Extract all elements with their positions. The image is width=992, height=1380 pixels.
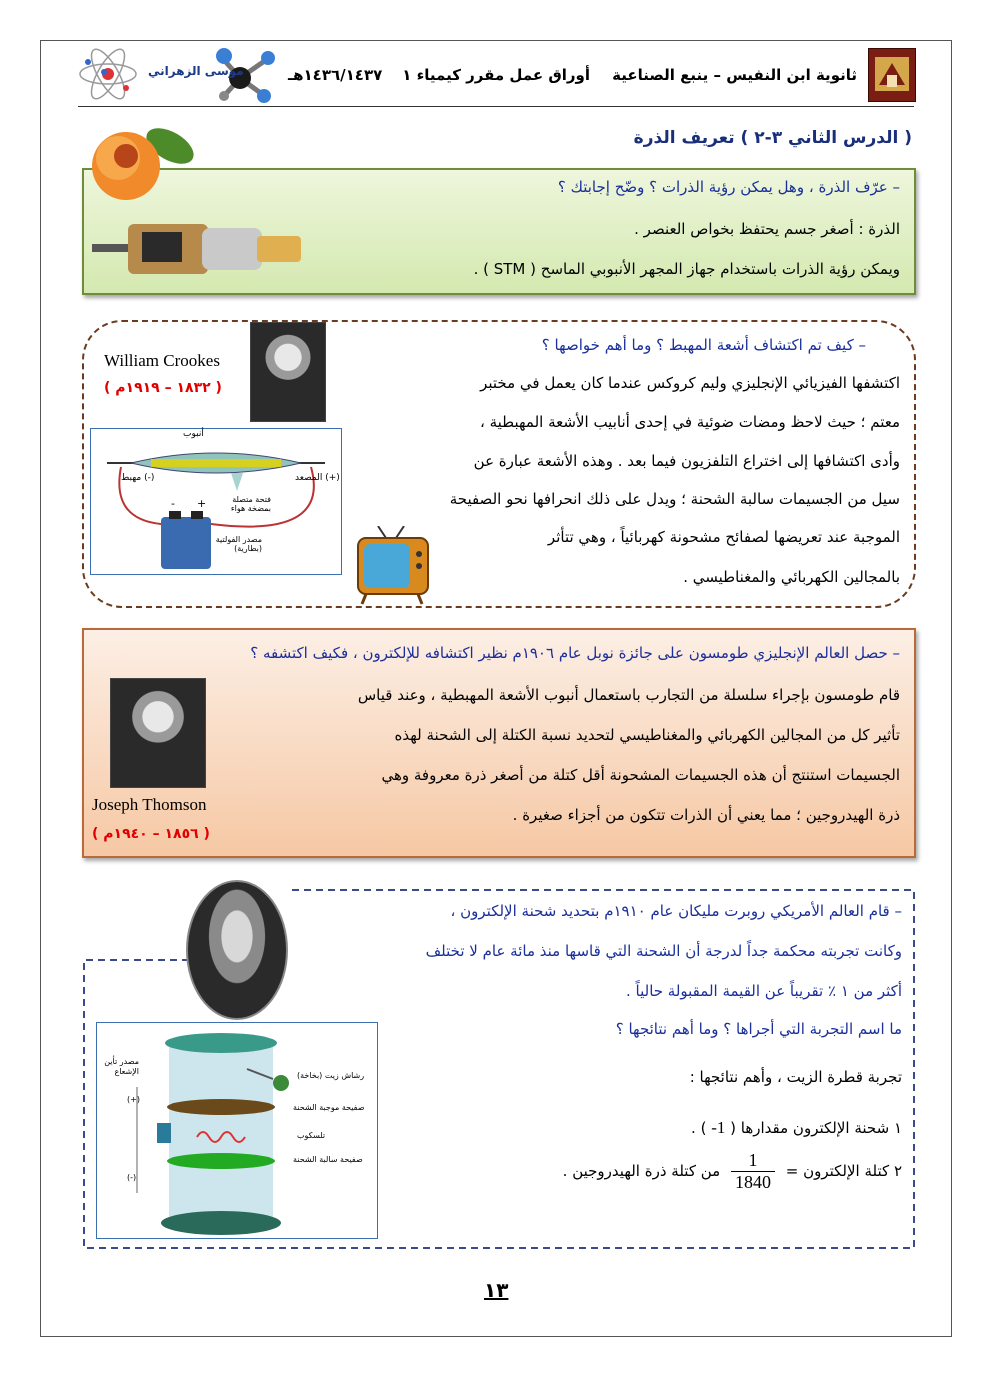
thomson-line-3: الجسيمات استنتج أن هذه الجسيمات المشحونة أقل كتلة من أصغر ذرة معروفة وهي — [381, 766, 900, 784]
result1-value: 1- — [711, 1118, 726, 1137]
fraction-denominator: 1840 — [734, 1172, 771, 1192]
result2-prefix: ٢ كتلة الإلكترون = — [785, 1162, 902, 1180]
thomson-line-2: تأثير كل من المجالين الكهربائي والمغناطيسي لتحديد نسبة الكتلة إلى الشحنة لهذه — [394, 726, 900, 744]
fraction-numerator: 1 — [731, 1150, 775, 1172]
millikan-intro-1: – قام العالم الأمريكي روبرت مليكان عام ١٩١٠م بتحديد شحنة الإلكترون ، — [450, 902, 902, 920]
cathode-line-4: سيل من الجسيمات سالبة الشحنة ؛ ويدل على ذلك انحرافها نحو الصفيحة — [449, 490, 900, 508]
label-anode: المصعد (+) — [295, 473, 340, 483]
atom-icon — [78, 44, 138, 104]
oil-drop-heading: تجربة قطرة الزيت ، وأهم نتائجها : — [689, 1068, 902, 1086]
cathode-line-1: اكتشفها الفيزيائي الإنجليزي وليم كروكس عندما كان يعمل في مختبر — [480, 374, 900, 392]
thomson-dates: ( ١٨٥٦ – ١٩٤٠م ) — [92, 826, 210, 842]
header-school: ثانوية ابن النفيس – ينبع الصناعية — [612, 66, 857, 84]
millikan-question: ما اسم التجربة التي أجراها ؟ وما أهم نتائجها ؟ — [615, 1020, 902, 1038]
thomson-line-4: ذرة الهيدروجين ؛ مما يعني أن الذرات تتكون من أجزاء صغيرة . — [512, 806, 900, 824]
label-source: مصدر تأين الإشعاع — [104, 1057, 139, 1076]
crookes-dates: ( ١٨٣٢ – ١٩١٩م ) — [104, 380, 222, 396]
header-author: موسى الزهراني — [148, 64, 244, 78]
cathode-tube-diagram — [90, 428, 342, 575]
result1-suffix: ) . — [691, 1119, 707, 1137]
thomson-portrait — [110, 678, 206, 788]
mass-fraction — [731, 1150, 775, 1193]
label-battery: مصدر الفولتية (بطارية) — [215, 535, 262, 553]
millikan-intro-3: أكثر من ١ ٪ تقريباً عن القيمة المقبولة حالياً . — [625, 982, 902, 1000]
crookes-name: William Crookes — [104, 351, 220, 370]
peach-image — [80, 112, 200, 202]
thomson-line-1: قام طومسون بإجراء سلسلة من التجارب باستعمال أنبوب الأشعة المهبطية ، وعند قياس — [357, 686, 900, 704]
oil-drop-diagram — [96, 1022, 378, 1239]
label-plus: + — [197, 497, 207, 510]
label-tube: أنبوب — [183, 429, 204, 439]
page-number: ١٣ — [484, 1278, 509, 1302]
label-minus-terminal: (-) — [127, 1173, 137, 1182]
label-negative-plate: صفيحة سالبة الشحنة — [293, 1155, 363, 1164]
label-slit: فتحة متصلة بمضخة هواء — [230, 495, 271, 513]
cathode-line-6: بالمجالين الكهربائي والمغناطيسي . — [683, 568, 900, 586]
crookes-portrait — [250, 322, 326, 422]
cathode-line-3: وأدى اكتشافها إلى اختراع التلفزيون فيما بعد . وهذه الأشعة عبارة عن — [473, 452, 900, 470]
label-cathode: مهبط (-) — [121, 473, 155, 483]
cathode-line-5: الموجبة عند تعريضها لصفائح مشحونة كهربائياً ، وهي تتأثر — [547, 528, 900, 546]
tv-icon — [356, 526, 430, 606]
label-minus: - — [171, 497, 175, 510]
millikan-intro-2: وكانت تجربته محكمة جداً لدرجة أن الشحنة التي قاسها منذ مائة عام لا تختلف — [425, 942, 902, 960]
result2-suffix: من كتلة ذرة الهيدروجين . — [562, 1162, 721, 1180]
result-mass — [563, 1150, 902, 1193]
cathode-question: – كيف تم اكتشاف أشعة المهبط ؟ وما أهم خواصها ؟ — [541, 336, 866, 354]
result1-prefix: ١ شحنة الإلكترون مقدارها ( — [730, 1119, 902, 1137]
header-year: ١٤٣٦/١٤٣٧هـ — [288, 66, 383, 84]
cathode-line-2: معتم ؛ حيث لاحظ ومضات ضوئية في إحدى أنابيب الأشعة المهبطية ، — [480, 413, 900, 431]
atom-question: – عرّف الذرة ، وهل يمكن رؤية الذرات ؟ وضّح إجابتك ؟ — [557, 178, 900, 196]
millikan-portrait — [186, 880, 288, 1020]
header-divider — [78, 106, 914, 107]
lesson-title: ( الدرس الثاني ٣-٢ ) تعريف الذرة — [633, 128, 912, 148]
header-course: أوراق عمل مقرر كيمياء ١ — [402, 66, 590, 84]
stm-answer: ويمكن رؤية الذرات باستخدام جهاز المجهر الأنبوبي الماسح ( STM ) . — [473, 260, 900, 278]
thomson-box — [82, 628, 916, 858]
thomson-question: – حصل العالم الإنجليزي طومسون على جائزة نوبل عام ١٩٠٦م نظير اكتشافه للإلكترون ، فكيف اكتشفه ؟ — [250, 644, 900, 662]
stm-device-image — [92, 214, 307, 284]
result-charge — [691, 1118, 902, 1138]
thomson-name: Joseph Thomson — [92, 795, 207, 814]
label-sprayer: رشاش زيت (بخاخة) — [297, 1071, 365, 1080]
label-plus-terminal: (+) — [127, 1095, 140, 1104]
atom-definition: الذرة : أصغر جسم يحتفظ بخواص العنصر . — [634, 220, 900, 238]
school-logo — [868, 48, 916, 102]
label-positive-plate: صفيحة موجبة الشحنة — [293, 1103, 365, 1112]
label-telescope: تلسكوب — [297, 1131, 326, 1140]
